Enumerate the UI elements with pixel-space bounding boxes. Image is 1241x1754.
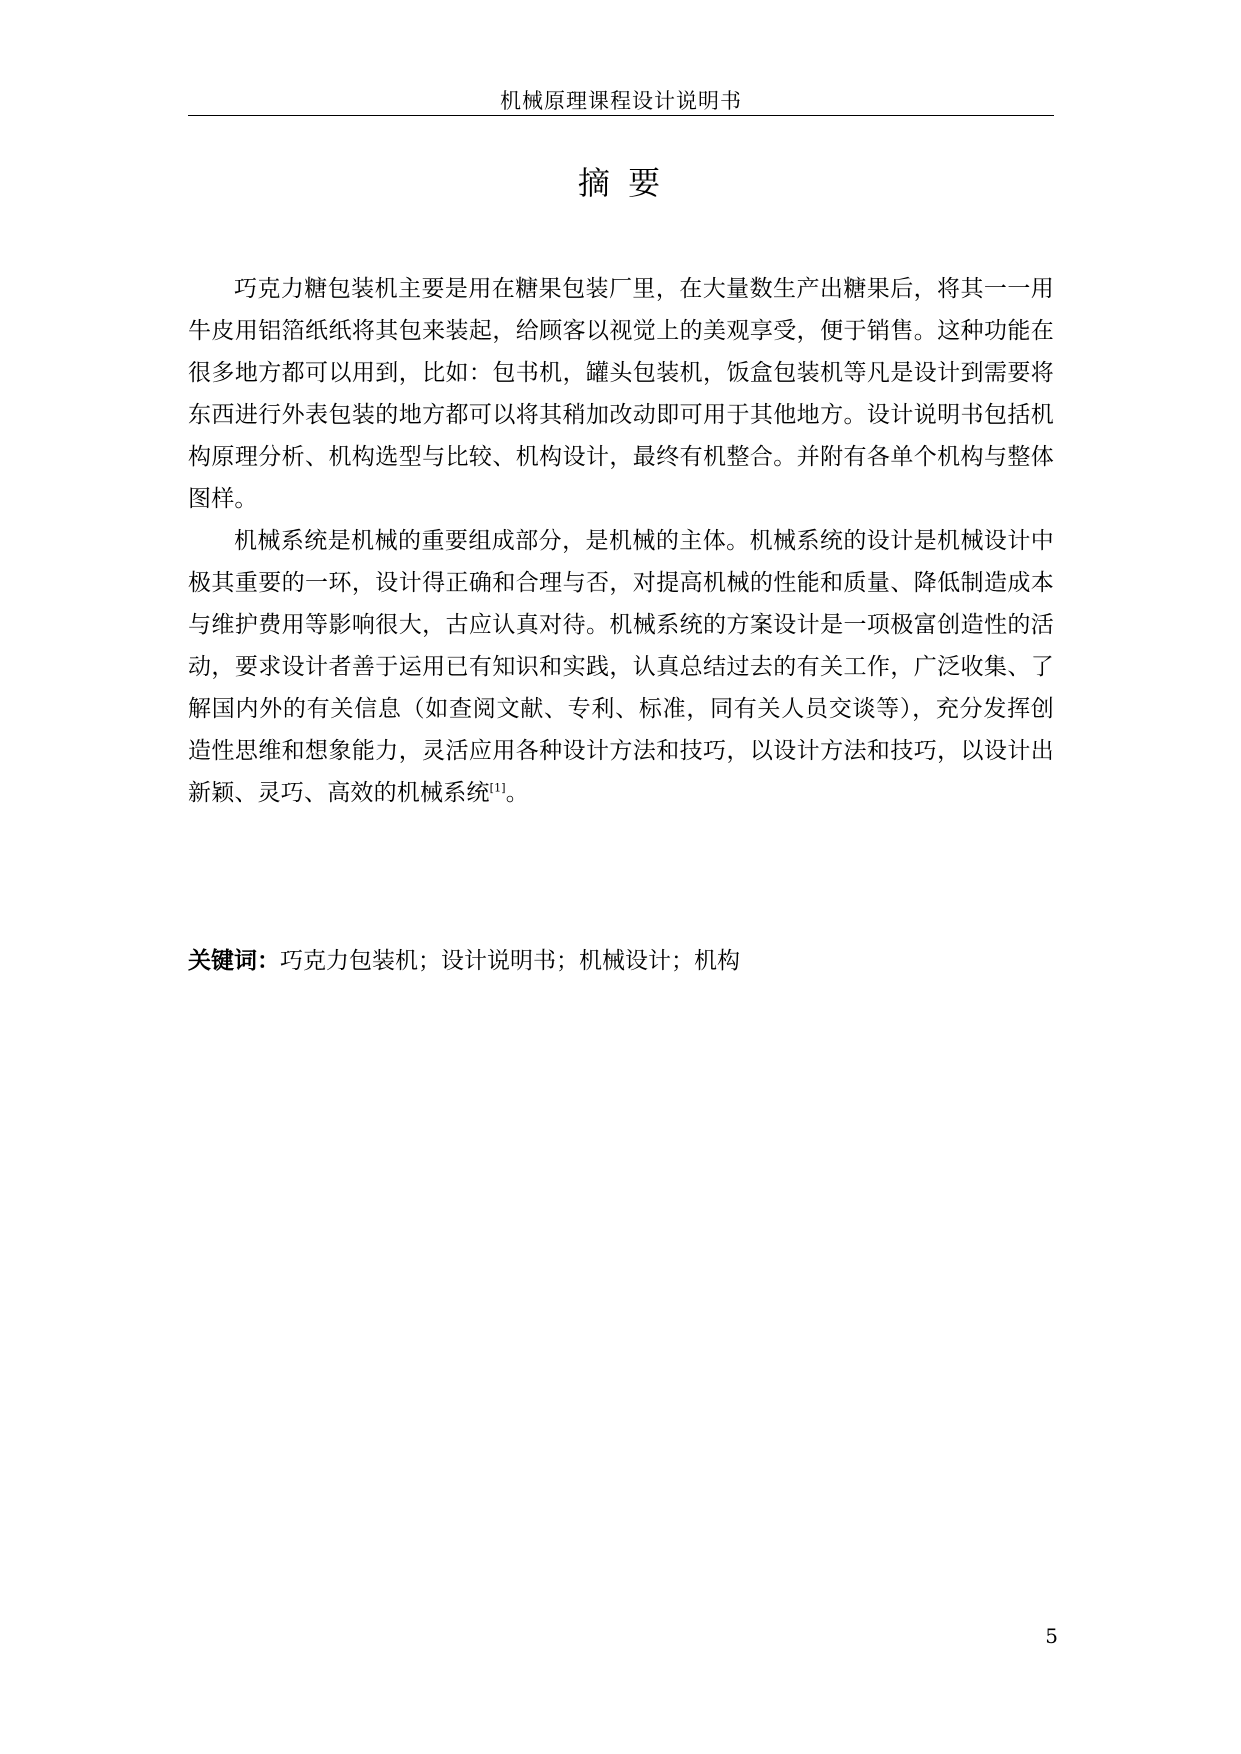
keywords-label: 关键词： <box>188 948 280 974</box>
header-rule <box>188 115 1054 116</box>
keywords-value: 巧克力包装机；设计说明书；机械设计；机构 <box>280 948 740 974</box>
citation-marker: [1] <box>489 781 506 795</box>
running-header: 机械原理课程设计说明书 <box>500 89 742 113</box>
abstract-paragraph-1 <box>188 268 1054 520</box>
abstract-body <box>188 268 1054 814</box>
page-title: 摘 要 <box>577 164 665 202</box>
page-number: 5 <box>1045 1624 1058 1648</box>
abstract-paragraph-2 <box>188 520 1054 814</box>
paragraph-text: 巧克力糖包装机主要是用在糖果包装厂里，在大量数生产出糖果后，将其一一用牛皮用铝箔纸纸将其包来装起，给顾客以视觉上的美观享受，便于销售。这种功能在很多地方都可以用到，比如：包书机，罐头包装机，饭盒包装机等凡是设计到需要将东西进行外表包装的地方都可以将其稍加改动即可用于其他地方。设计说明书包括机构原理分析、机构选型与比较、机构设计，最终有机整合。并附有各单个机构与整体图样。 <box>188 276 1054 512</box>
paragraph-tail: 。 <box>505 780 529 806</box>
keywords-line <box>188 940 1054 982</box>
paragraph-text: 机械系统是机械的重要组成部分，是机械的主体。机械系统的设计是机械设计中极其重要的一环，设计得正确和合理与否，对提高机械的性能和质量、降低制造成本与维护费用等影响很大，古应认真对待。机械系统的方案设计是一项极富创造性的活动，要求设计者善于运用已有知识和实践，认真总结过去的有关工作，广泛收集、了解国内外的有关信息（如查阅文献、专利、标准，同有关人员交谈等），充分发挥创造性思维和想象能力，灵活应用各种设计方法和技巧，以设计方法和技巧，以设计出新颖、灵巧、高效的机械系统 <box>188 528 1054 806</box>
